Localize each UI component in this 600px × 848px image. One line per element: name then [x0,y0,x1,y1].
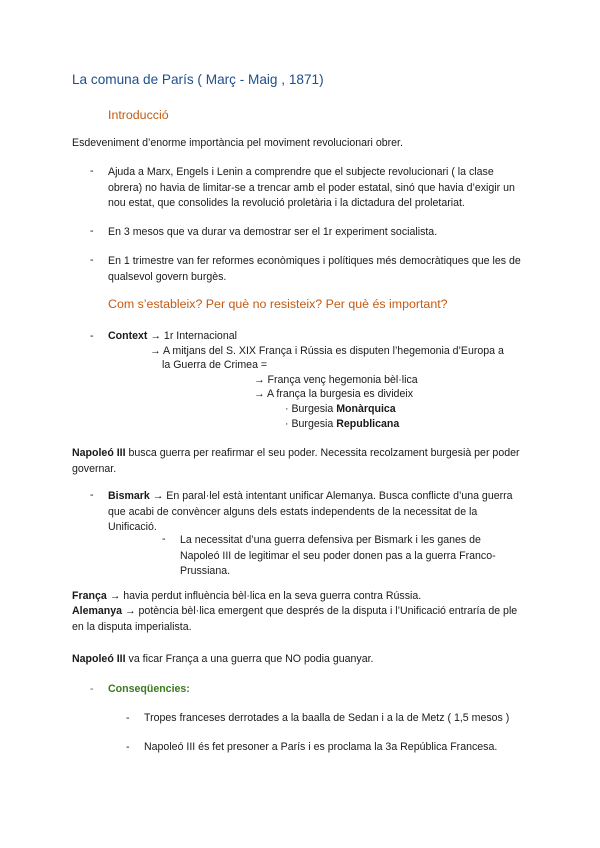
consequencies-label: Conseqüencies: [108,683,190,695]
context-arrow-2: → A mitjans del S. XIX França i Rússia es disputen l’hegemonia d’Europa a [150,345,504,357]
bullet-dash: - [162,533,166,545]
consequencia-1: Tropes franceses derrotades a la baalla de Sedan i a la de Metz ( 1,5 mesos ) [144,712,510,724]
napoleo-label: Napoleó III [72,447,126,459]
context-sub-1: → França venç hegemonia bèl·lica [254,374,418,386]
franca-label: França [72,590,107,602]
burgesia-republicana [285,418,399,430]
context-line [108,330,237,342]
bullet-dash: - [90,330,94,342]
context-arrow-1: → 1r Internacional [150,330,237,342]
franca-text: → havia perdut influència bèl·lica en la seva guerra contra Rússia. [106,590,422,602]
napoleo-paragraph [72,446,527,477]
consequencia-2: Napoleó III és fet presoner a París i es proclama la 3a República Francesa. [144,741,498,753]
alemanya-label: Alemanya [72,605,123,617]
napoleo2-line [72,653,374,665]
intro-heading: Introducció [108,108,169,122]
bismark-label: Bismark [108,490,150,502]
burgesia-prefix: · Burgesia [285,418,337,430]
intro-bullet-2: En 3 mesos que va durar va demostrar ser el 1r experiment socialista. [108,226,438,238]
section2-heading: Com s’estableix? Per què no resisteix? Per què és important? [108,297,448,311]
context-arrow-2-cont: la Guerra de Crimea = [162,359,268,371]
napoleo2-label: Napoleó III [72,653,126,665]
bismark-sub: La necessitat d’una guerra defensiva per Bismark i les ganes de Napoleó III de legitimar el seu poder donen pas a la guerra Franco-Prussiana. [180,534,496,578]
bullet-dash: - [90,254,94,266]
bullet-dash: - [90,489,94,501]
bullet-dash: - [90,683,94,695]
bullet-dash: - [126,712,130,724]
burgesia-monarquica [285,403,396,415]
burgesia-type: Monàrquica [336,403,396,415]
intro-lead: Esdeveniment d’enorme importància pel moviment revolucionari obrer. [72,137,403,149]
burgesia-type: Republicana [336,418,400,430]
alemanya-paragraph [72,604,527,635]
franca-line [72,590,421,602]
context-label: Context [108,330,148,342]
bismark-text: → En paral·lel està intentant unificar Alemanya. Busca conflicte d’una guerra que acabi de convèncer alguns dels estats independents de la necessitat de la Unificació. [108,490,513,534]
alemanya-text: → potència bèl·lica emergent que després de la disputa i l’Unificació entraría de ple en la disputa imperialista. [72,605,518,633]
bullet-dash: - [126,741,130,753]
burgesia-prefix: · Burgesia [285,403,337,415]
napoleo2-text: va ficar França a una guerra que NO podia guanyar. [125,653,374,665]
napoleo-text: busca guerra per reafirmar el seu poder. Necessita recolzament burgesià per poder governar. [72,447,520,475]
context-sub-2: → A frança la burgesia es divideix [254,388,413,400]
intro-bullet-1: Ajuda a Marx, Engels i Lenin a comprendre que el subjecte revolucionari ( la clase obrera) no havia de limitar-se a trencar amb el poder estatal, sinó que havia d’exigir un nou estat, que consolides la revolució proletària i la dictadura del proletariat. [108,166,515,210]
bullet-dash: - [90,165,94,177]
bismark-paragraph [108,489,528,536]
bullet-dash: - [90,225,94,237]
intro-bullet-3: En 1 trimestre van fer reformes econòmiques i polítiques més democràtiques que les de qualsevol govern burgès. [108,255,521,283]
document-title: La comuna de París ( Març - Maig , 1871) [72,72,324,87]
